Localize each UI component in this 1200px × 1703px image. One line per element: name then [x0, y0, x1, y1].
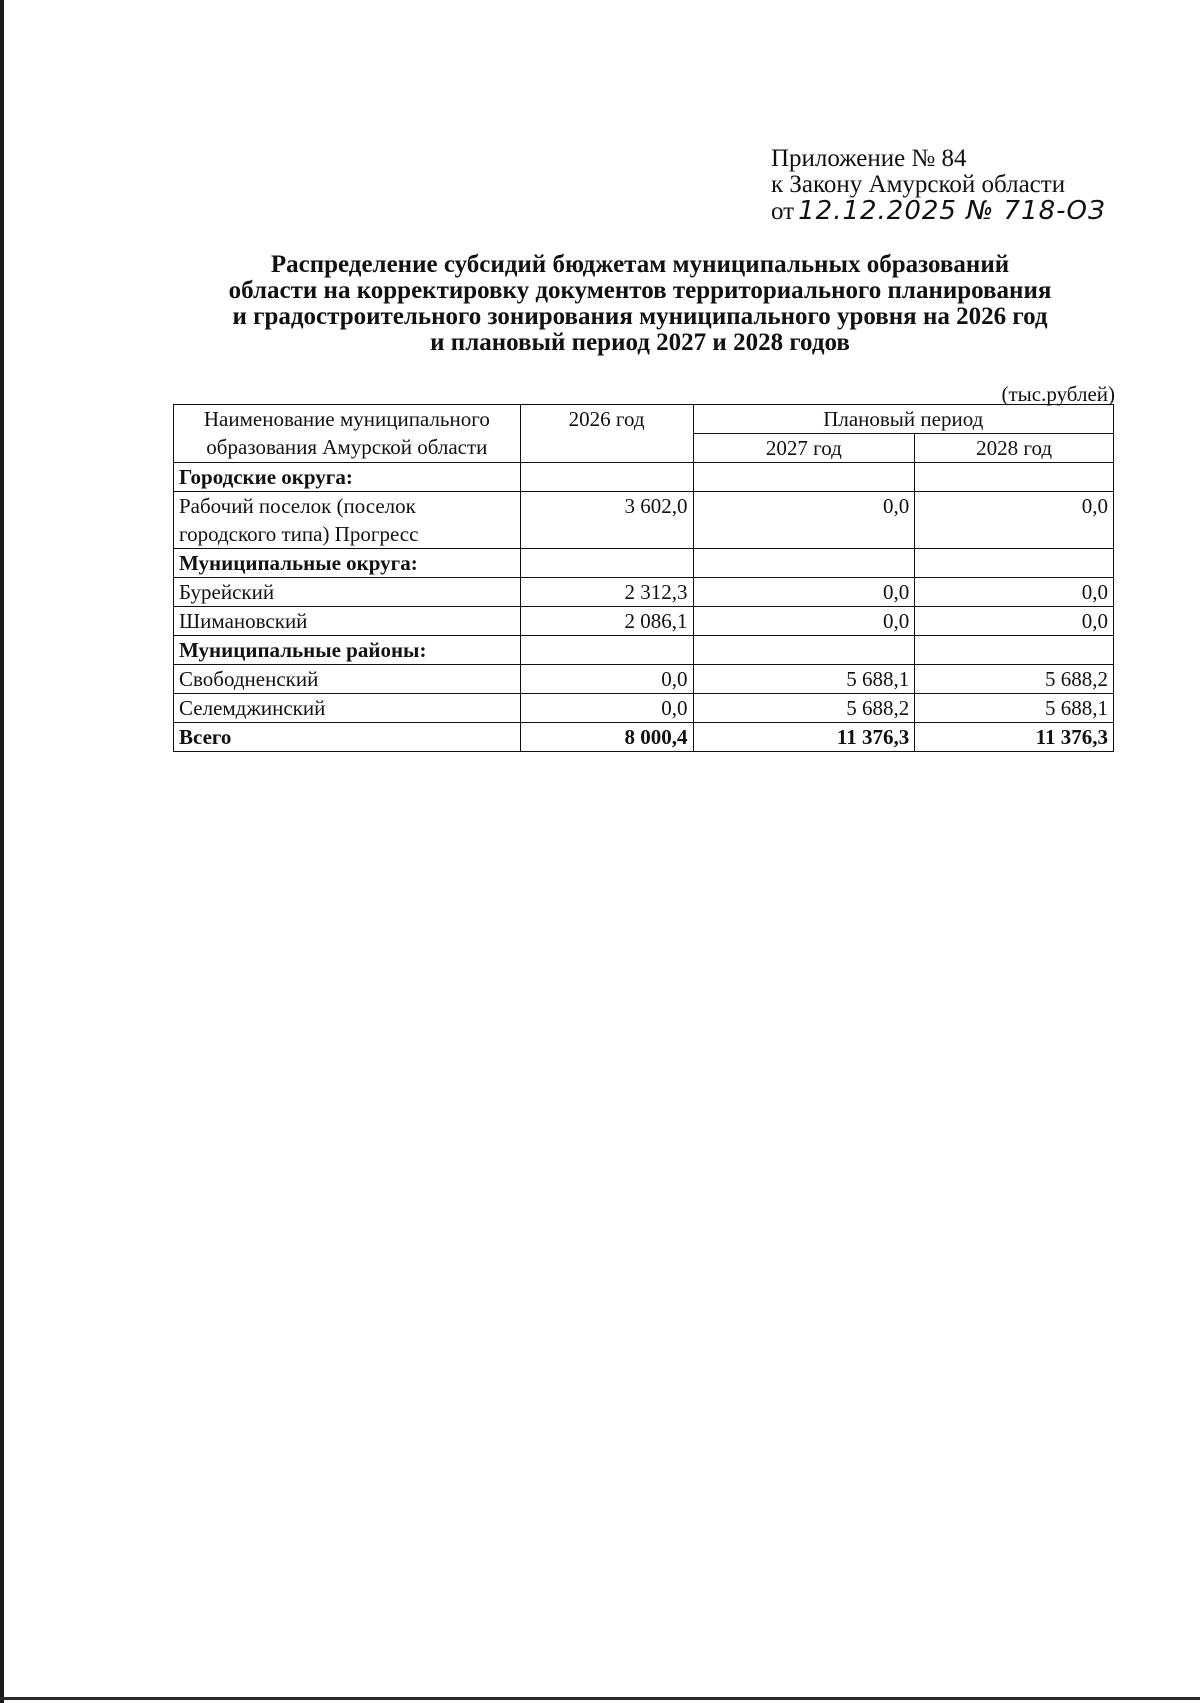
section-title: Муниципальные районы: [174, 636, 521, 665]
header-2026: 2026 год [520, 405, 693, 463]
appendix-date-line [771, 198, 1106, 225]
empty-cell [520, 636, 693, 665]
header-municipality: Наименование муниципального образования Амурской области [174, 405, 521, 463]
empty-cell [693, 549, 915, 578]
section-title: Городские округа: [174, 463, 521, 492]
section-title: Муниципальные округа: [174, 549, 521, 578]
header-2027: 2027 год [693, 434, 915, 463]
value-2027: 5 688,2 [693, 694, 915, 723]
empty-cell [915, 636, 1114, 665]
header-2028: 2028 год [915, 434, 1114, 463]
appendix-date-prefix: от [771, 198, 795, 225]
municipality-name: Селемджинский [174, 694, 521, 723]
title-line-3: и градостроительного зонирования муниципального уровня на 2026 год [232, 303, 1048, 330]
total-row [174, 723, 1114, 752]
table-row [174, 665, 1114, 694]
section-row [174, 636, 1114, 665]
value-2028: 0,0 [915, 578, 1114, 607]
section-row [174, 549, 1114, 578]
total-label: Всего [174, 723, 521, 752]
empty-cell [693, 636, 915, 665]
empty-cell [693, 463, 915, 492]
table-header-row [174, 405, 1114, 434]
total-2026: 8 000,4 [520, 723, 693, 752]
total-2028: 11 376,3 [915, 723, 1114, 752]
header-planned-period: Плановый период [693, 405, 1114, 434]
title-line-1: Распределение субсидий бюджетам муниципальных образований [270, 251, 1010, 278]
handwritten-date-number: 12.12.2025 № 718-ОЗ [798, 196, 1106, 226]
appendix-header [771, 146, 1106, 225]
title-line-2: области на корректировку документов территориального планирования [228, 277, 1052, 304]
appendix-law: к Закону Амурской области [771, 171, 1066, 198]
value-2028: 5 688,1 [915, 694, 1114, 723]
empty-cell [520, 549, 693, 578]
subsidy-table [173, 404, 1114, 752]
value-2026: 2 312,3 [520, 578, 693, 607]
empty-cell [520, 463, 693, 492]
scan-bottom-edge [0, 1697, 1200, 1700]
appendix-number: Приложение № 84 [771, 145, 967, 172]
table-row [174, 492, 1114, 549]
municipality-name: Свободненский [174, 665, 521, 694]
value-2026: 0,0 [520, 665, 693, 694]
value-2026: 3 602,0 [520, 492, 693, 549]
units-label: (тыс.рублей) [1001, 382, 1115, 406]
value-2026: 2 086,1 [520, 607, 693, 636]
table-row [174, 607, 1114, 636]
municipality-name: Рабочий поселок (поселок городского типа) Прогресс [174, 492, 521, 549]
value-2027: 0,0 [693, 578, 915, 607]
value-2028: 5 688,2 [915, 665, 1114, 694]
value-2027: 0,0 [693, 492, 915, 549]
value-2028: 0,0 [915, 492, 1114, 549]
empty-cell [915, 549, 1114, 578]
scan-left-edge [0, 0, 4, 1703]
table-body [174, 463, 1114, 723]
empty-cell [915, 463, 1114, 492]
value-2026: 0,0 [520, 694, 693, 723]
title-line-4: и плановый период 2027 и 2028 годов [430, 329, 850, 356]
value-2027: 0,0 [693, 607, 915, 636]
municipality-name: Бурейский [174, 578, 521, 607]
section-row [174, 463, 1114, 492]
document-title [160, 252, 1120, 356]
table-row [174, 694, 1114, 723]
table-row [174, 578, 1114, 607]
total-2027: 11 376,3 [693, 723, 915, 752]
value-2027: 5 688,1 [693, 665, 915, 694]
municipality-name: Шимановский [174, 607, 521, 636]
value-2028: 0,0 [915, 607, 1114, 636]
